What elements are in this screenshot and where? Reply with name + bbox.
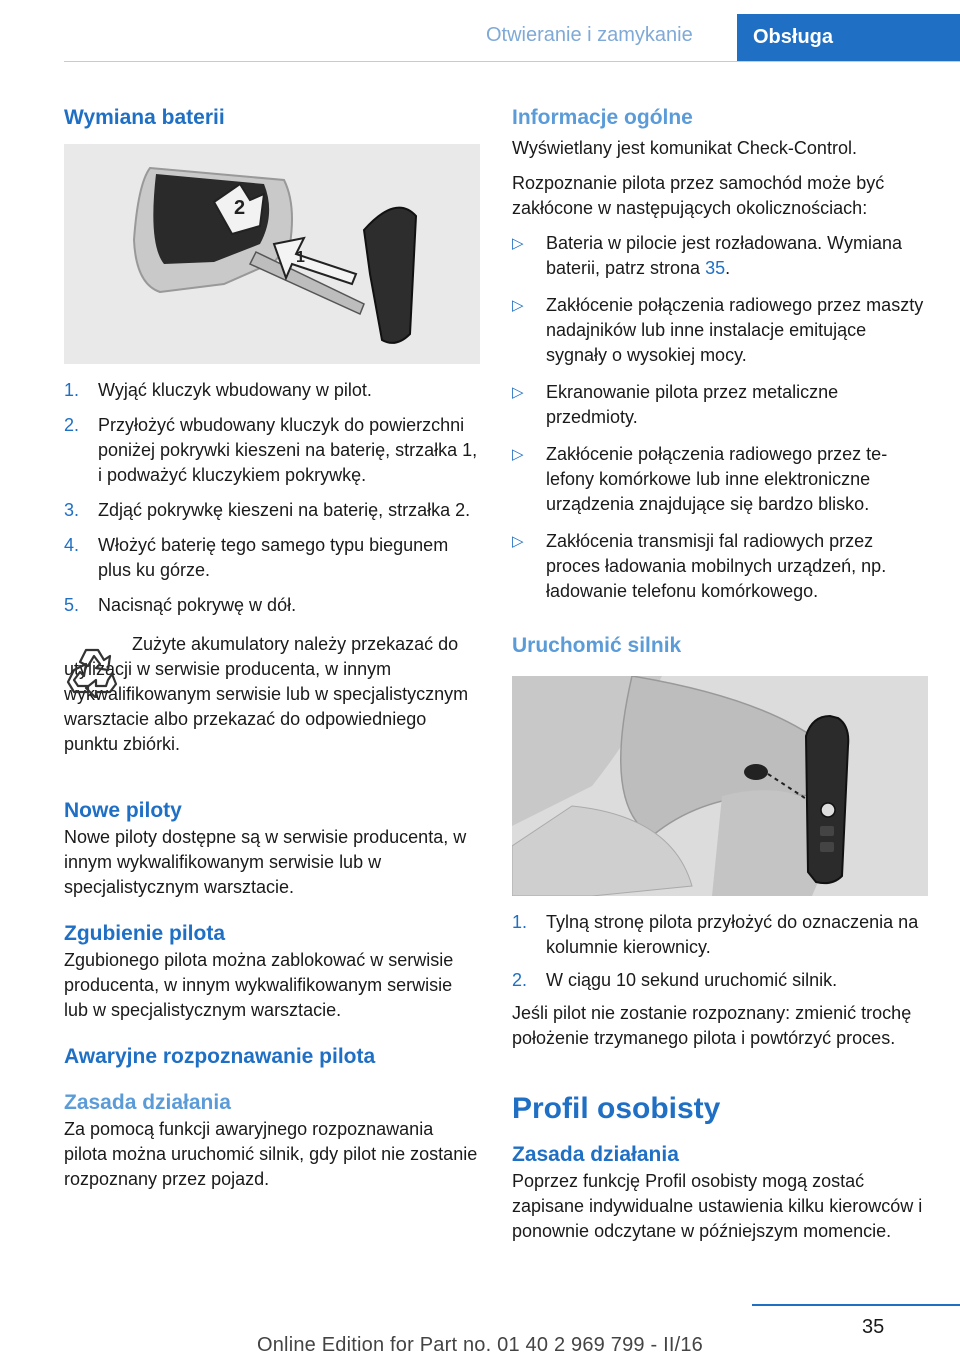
steering-column-illustration <box>512 676 928 896</box>
profile-subtitle: Zasada działania <box>512 1143 679 1166</box>
page-number: 35 <box>862 1316 885 1338</box>
battery-steps <box>64 378 480 618</box>
left-column <box>64 98 480 1192</box>
battery-title: Wymiana baterii <box>64 106 225 129</box>
svg-text:1: 1 <box>296 249 305 266</box>
list-item: ▷ Zakłócenie połączenia radiowego przez maszty nadajników lub inne instalacje emitujące sygnały o wysokiej mocy. <box>512 295 924 365</box>
edition-footer: Online Edition for Part no. 01 40 2 969 799 - II/16 <box>256 1334 704 1356</box>
recycle-note: Zużyte akumulatory należy przekazać do utylizacji w serwisie producenta, w innym wykwalifikowanym serwisie lub w specjalistycznym warsztacie albo przekazać do odpowiedniego punktu zbiórki. <box>64 634 469 754</box>
new-remotes-title: Nowe piloty <box>64 799 182 822</box>
svg-text:2: 2 <box>234 197 246 219</box>
general-text-2: Rozpoznanie pilota przez samochód może być zakłócone w następujących okolicznościach: <box>512 173 885 218</box>
list-item: 1. Wyjąć kluczyk wbudowany w pilot. <box>64 380 372 400</box>
emergency-title: Awaryjne rozpoznawanie pilota <box>64 1045 376 1068</box>
profile-text: Poprzez funkcję Profil osobisty mogą zostać zapisane indywidualne ustawienia kilku kierowców i ponownie odczytane w późniejszym momencie. <box>512 1171 923 1241</box>
page-link[interactable]: 35 <box>705 258 726 278</box>
lost-remote-title: Zgubienie pilota <box>64 922 225 945</box>
list-item: 4. Włożyć baterię tego samego typu biegunem plus ku górze. <box>64 535 449 580</box>
header-divider <box>64 61 960 62</box>
list-item: ▷ Zakłócenie połączenia radiowego przez telefony komórkowe lub inne elektroniczne urządzenia znajdujące się bardzo blisko. <box>512 444 888 514</box>
general-text-1: Wyświetlany jest komunikat Check-Control. <box>512 138 857 158</box>
list-item: 5. Nacisnąć pokrywę w dół. <box>64 595 297 615</box>
list-item: 1. Tylną stronę pilota przyłożyć do oznaczenia na kolumnie kierownicy. <box>512 912 919 957</box>
recycle-icon <box>64 642 120 698</box>
right-column <box>512 98 928 1244</box>
list-item: ▷ Zakłócenia transmisji fal radiowych przez proces ładowania mobilnych urządzeń, np. ładowanie telefonu komórkowego. <box>512 531 887 601</box>
new-remotes-text: Nowe piloty dostępne są w serwisie producenta, w innym wykwalifikowanym serwisie lub w specjalistycznym warsztacie. <box>64 827 467 897</box>
list-item: 2. Przyłożyć wbudowany kluczyk do powierzchni poniżej pokrywki kieszeni na baterię, strzałka 1, i podważyć kluczykiem pokrywkę. <box>64 415 478 485</box>
list-item: ▷ Bateria w pilocie jest rozładowana. Wymiana baterii, patrz strona 35. <box>512 233 903 278</box>
header-section: Otwieranie i zamykanie <box>486 24 693 46</box>
start-engine-title: Uruchomić silnik <box>512 634 682 657</box>
footer-rule <box>752 1304 960 1306</box>
list-item: ▷ Ekranowanie pilota przez metaliczne przedmioty. <box>512 382 839 427</box>
interference-list <box>512 231 928 604</box>
lost-remote-text: Zgubionego pilota można zablokować w serwisie producenta, w innym wykwalifikowanym serwisie lub w specjalistycznym warsztacie. <box>64 950 454 1020</box>
general-title: Informacje ogólne <box>512 106 693 129</box>
list-item: 2. W ciągu 10 sekund uruchomić silnik. <box>512 970 838 990</box>
header-tab: Obsługa <box>737 14 960 61</box>
start-note: Jeśli pilot nie zostanie rozpoznany: zmienić trochę położenie trzymanego pilota i powtórzyć proces. <box>512 1003 912 1048</box>
principle-title: Zasada działania <box>64 1091 231 1114</box>
battery-figure <box>64 144 480 364</box>
list-item: 3. Zdjąć pokrywkę kieszeni na baterię, strzałka 2. <box>64 500 471 520</box>
profile-title: Profil osobisty <box>512 1092 721 1125</box>
key-battery-illustration <box>64 144 480 364</box>
principle-text: Za pomocą funkcji awaryjnego rozpoznawania pilota można uruchomić silnik, gdy pilot nie zostanie rozpoznany przez pojazd. <box>64 1119 478 1189</box>
start-steps <box>512 910 928 993</box>
start-figure <box>512 676 928 896</box>
